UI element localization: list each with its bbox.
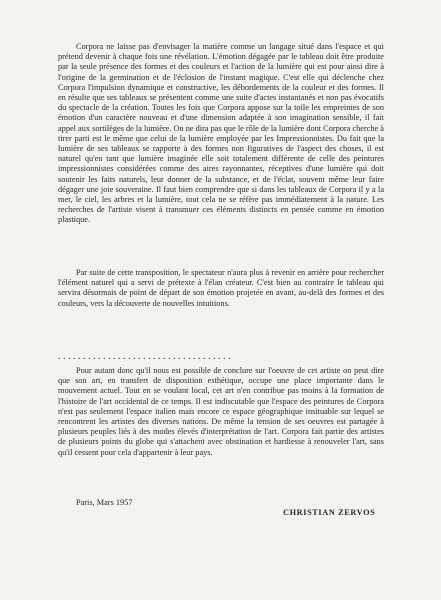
paragraph-text: Pour autant donc qu'il nous est possible de conclure sur l'oeuvre de cet artiste on peut dire que son art, en transfert de disposition esthétique, occupe une place importante dans le mouvement actuel. Tout en se voulant local, cet art n'en contribue pas moins à la formation de l'histoire de l'art occidental de ce temps. Il est indiscutable que l'espace des peintures de Corpora n'est pas seulement l'espace italien mais encore ce espace géographique insituable sur lequel se rencontrent les artistes des diverses nations. De même la tension de ses oeuvres est partagée à plusieurs peuples liés à des modes élevés d'interprétation de l'art. Corpora fait partie des artistes de plusieurs points du globe qui s'attachent avec obstination et hardiesse à renouveler l'art, sans qu'il cessent pour cela d'appartenir à leur pays. — [58, 366, 384, 457]
paragraph-text: Corpora ne laisse pas d'envisager la matière comme un langage situé dans l'espace et qui prétend devenir à chaque fois une révélation. L'émotion dégagée par le tableau doit être produite par la seule présence des formes et des couleurs et l'action de la lumière qui est pour ainsi dire à l'origine de la germination et de l'éclosion de l'instant magique. C'est elle qui déclenche chez Corpora l'impulsion dynamique et constructive, les débordements de la couleur et des formes. Il en résulte que ses tableaux se présentent comme une suite d'actes instantanés et non pas évocatifs du spectacle de la création. Toutes les fois que Corpora appose sur la toile les empreintes de son émotion d'un caractère nouveau et d'une dimension adaptée à son imagination sensible, il fait appel aux sortilèges de la lumière. On ne dira pas que le rôle de la lumière dont Corpora cherche à tirer parti est le même que celui de la lumière employée par les Impressionnistes. Du fait que la lumière de ses tableaux se rapporte à des formes non figuratives de l'aspect des choses, il est naturel qu'en tant que lumière imaginée elle soit totalement différente de celle des peintures impressionnistes considérées comme des aires rayonnantes, réceptives d'une lumière qui doit soutenir les faits naturels, leur donner de la substance, et de l'éclat, souvent même leur faire dégager une joie souveraine. Il faut bien comprendre que si dans les tableaux de Corpora il y a la mer, le ciel, les arbres et la lumière, tout cela ne se réfère pas immédiatement à la nature. Les recherches de l'artiste visent à transmuer ces éléments distincts en pensée comme en émotion plastique. — [58, 42, 384, 225]
body-paragraph-1 — [58, 42, 384, 226]
section-separator: . . . . . . . . . . . . . . . . . . . . . . . . . . . . . . . . . . . — [58, 351, 231, 362]
body-paragraph-2 — [58, 268, 384, 309]
author-name: CHRISTIAN ZERVOS — [283, 508, 376, 517]
paragraph-text: Par suite de cette transposition, le spectateur n'aura plus à revenir en arrière pour rechercher l'élément naturel qui a servi de prétexte à l'élan créateur. C'est bien au contraire le tableau qui servira désormais de point de départ de son émotion projetée en avant, au-delà des formes et des couleurs, vers la découverte de nouvelles intuitions. — [58, 268, 384, 308]
place-date: Paris, Mars 1957 — [76, 498, 133, 507]
body-paragraph-3 — [58, 366, 384, 458]
